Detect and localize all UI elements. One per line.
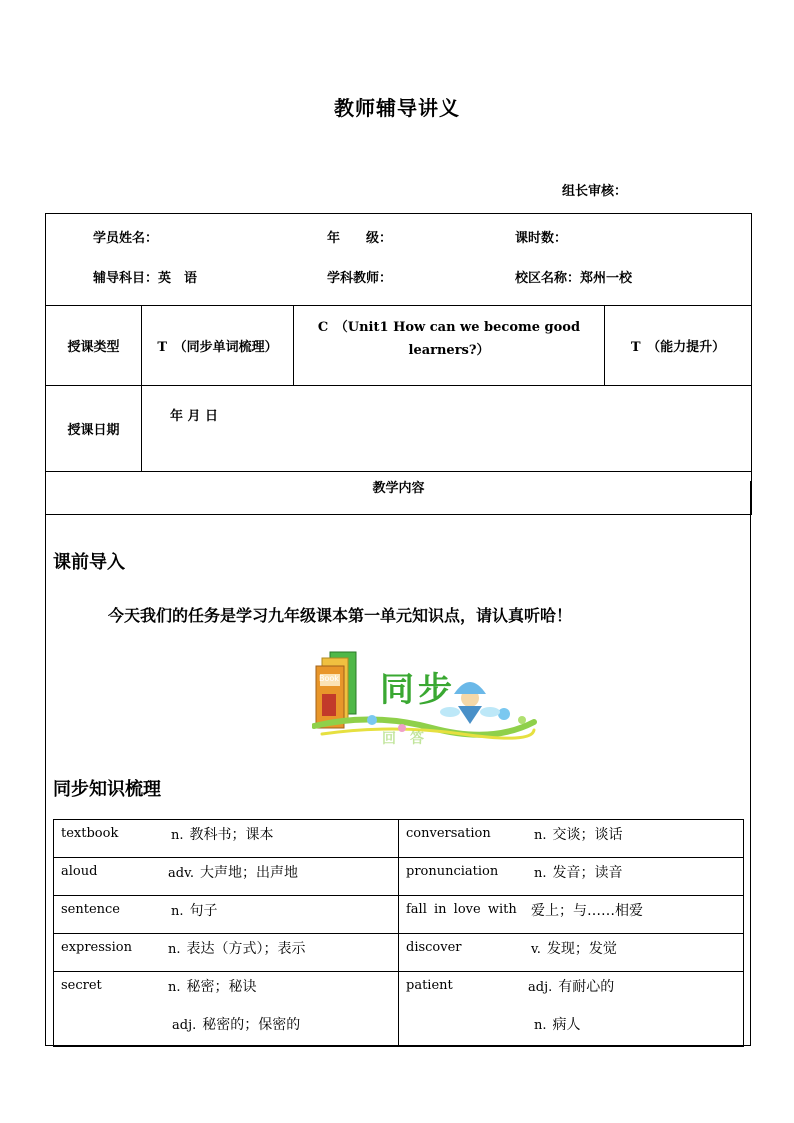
vocab-word: secret [61, 978, 102, 993]
vocab-def [171, 900, 218, 920]
teacher-label: 学科教师： [327, 271, 393, 286]
vocab-cell [54, 820, 399, 858]
vocab-def [171, 824, 274, 844]
vocab-pos: adj. [528, 980, 553, 995]
vocab-meaning: 有耐心的 [558, 979, 615, 995]
subject-label: 辅导科目：英 语 [93, 271, 198, 286]
vocab-cell [399, 934, 744, 972]
reviewer-label: 组长审核： [562, 184, 628, 199]
vocab-heading: 同步知识梳理 [53, 779, 161, 800]
vocab-meaning: 表达（方式）；表示 [186, 941, 306, 957]
vocab-meaning: 病人 [552, 1017, 581, 1033]
student-info-cell [46, 214, 752, 306]
vocab-pos: n. [168, 980, 181, 995]
lesson-type-c-line2: learners?） [408, 343, 490, 358]
vocab-pos: n. [168, 942, 181, 957]
lesson-date-value: 年 月 日 [142, 386, 752, 472]
vocab-word: patient [406, 978, 453, 993]
lesson-type-t2: T （能力提升） [605, 306, 752, 386]
vocab-cell [54, 972, 399, 1047]
vocab-pos: adv. [168, 866, 195, 881]
vocab-def [534, 824, 623, 844]
vocab-cell [54, 896, 399, 934]
vocab-def-2 [534, 1014, 581, 1034]
vocab-pos: n. [534, 866, 547, 881]
logo-book-label: Book [319, 674, 339, 683]
table-row [54, 858, 744, 896]
class-hours-label: 课时数： [515, 231, 568, 246]
vocab-meaning: 秘密的；保密的 [202, 1017, 301, 1033]
table-row [54, 820, 744, 858]
lesson-type-label: 授课类型 [46, 306, 142, 386]
vocab-meaning: 发现；发觉 [546, 941, 617, 957]
sync-logo [312, 648, 538, 746]
vocab-def [531, 938, 617, 958]
vocab-pos: n. [534, 828, 547, 843]
vocab-cell [54, 934, 399, 972]
table-row [54, 934, 744, 972]
table-row [54, 896, 744, 934]
vocab-def [534, 862, 623, 882]
vocab-cell [399, 858, 744, 896]
lesson-type-t1: T （同步单词梳理） [142, 306, 294, 386]
lesson-type-c-line1: C （Unit1 How can we become good [317, 320, 581, 335]
vocab-pos: n. [171, 904, 184, 919]
lesson-info-table [45, 213, 752, 515]
vocab-pos: adj. [172, 1018, 197, 1033]
intro-text: 今天我们的任务是学习九年级课本第一单元知识点，请认真听哈！ [108, 606, 573, 625]
vocab-def [531, 900, 643, 920]
vocab-cell [399, 820, 744, 858]
vocab-meaning: 大声地；出声地 [200, 865, 299, 881]
vocab-table [53, 819, 744, 1047]
vocab-def [528, 976, 614, 996]
vocab-word: sentence [61, 902, 121, 917]
grade-label: 年 级： [327, 231, 393, 246]
vocab-cell [399, 972, 744, 1047]
vocab-word: conversation [406, 826, 491, 841]
vocab-pos: v. [531, 942, 541, 957]
document-title: 教师辅导讲义 [334, 96, 460, 120]
vocab-meaning: 爱上；与……相爱 [531, 903, 643, 919]
vocab-word: expression [61, 940, 132, 955]
student-name-label: 学员姓名： [93, 231, 159, 246]
vocab-meaning: 教科书；课本 [189, 827, 274, 843]
intro-heading: 课前导入 [53, 552, 125, 573]
vocab-word: textbook [61, 826, 119, 841]
vocab-def [168, 862, 298, 882]
vocab-meaning: 发音；读音 [552, 865, 623, 881]
vocab-word: aloud [61, 864, 98, 879]
lesson-date-label: 授课日期 [46, 386, 142, 472]
vocab-def [168, 938, 306, 958]
campus-label: 校区名称：郑州一校 [515, 271, 633, 286]
logo-text: 同步 [380, 670, 456, 710]
vocab-def [168, 976, 257, 996]
vocab-word: pronunciation [406, 864, 499, 879]
logo-subtext: 回答 [382, 731, 438, 747]
vocab-def-2 [172, 1014, 300, 1034]
vocab-word: discover [406, 940, 462, 955]
vocab-pos: n. [171, 828, 184, 843]
table-row [54, 972, 744, 1047]
vocab-pos: n. [534, 1018, 547, 1033]
vocab-cell [399, 896, 744, 934]
teaching-content-label: 教学内容 [46, 472, 752, 515]
lesson-type-c [294, 306, 605, 386]
vocab-cell [54, 858, 399, 896]
vocab-meaning: 交谈；谈话 [552, 827, 623, 843]
vocab-word: fall in love with [406, 902, 517, 917]
vocab-meaning: 句子 [189, 903, 218, 919]
vocab-meaning: 秘密；秘诀 [186, 979, 257, 995]
